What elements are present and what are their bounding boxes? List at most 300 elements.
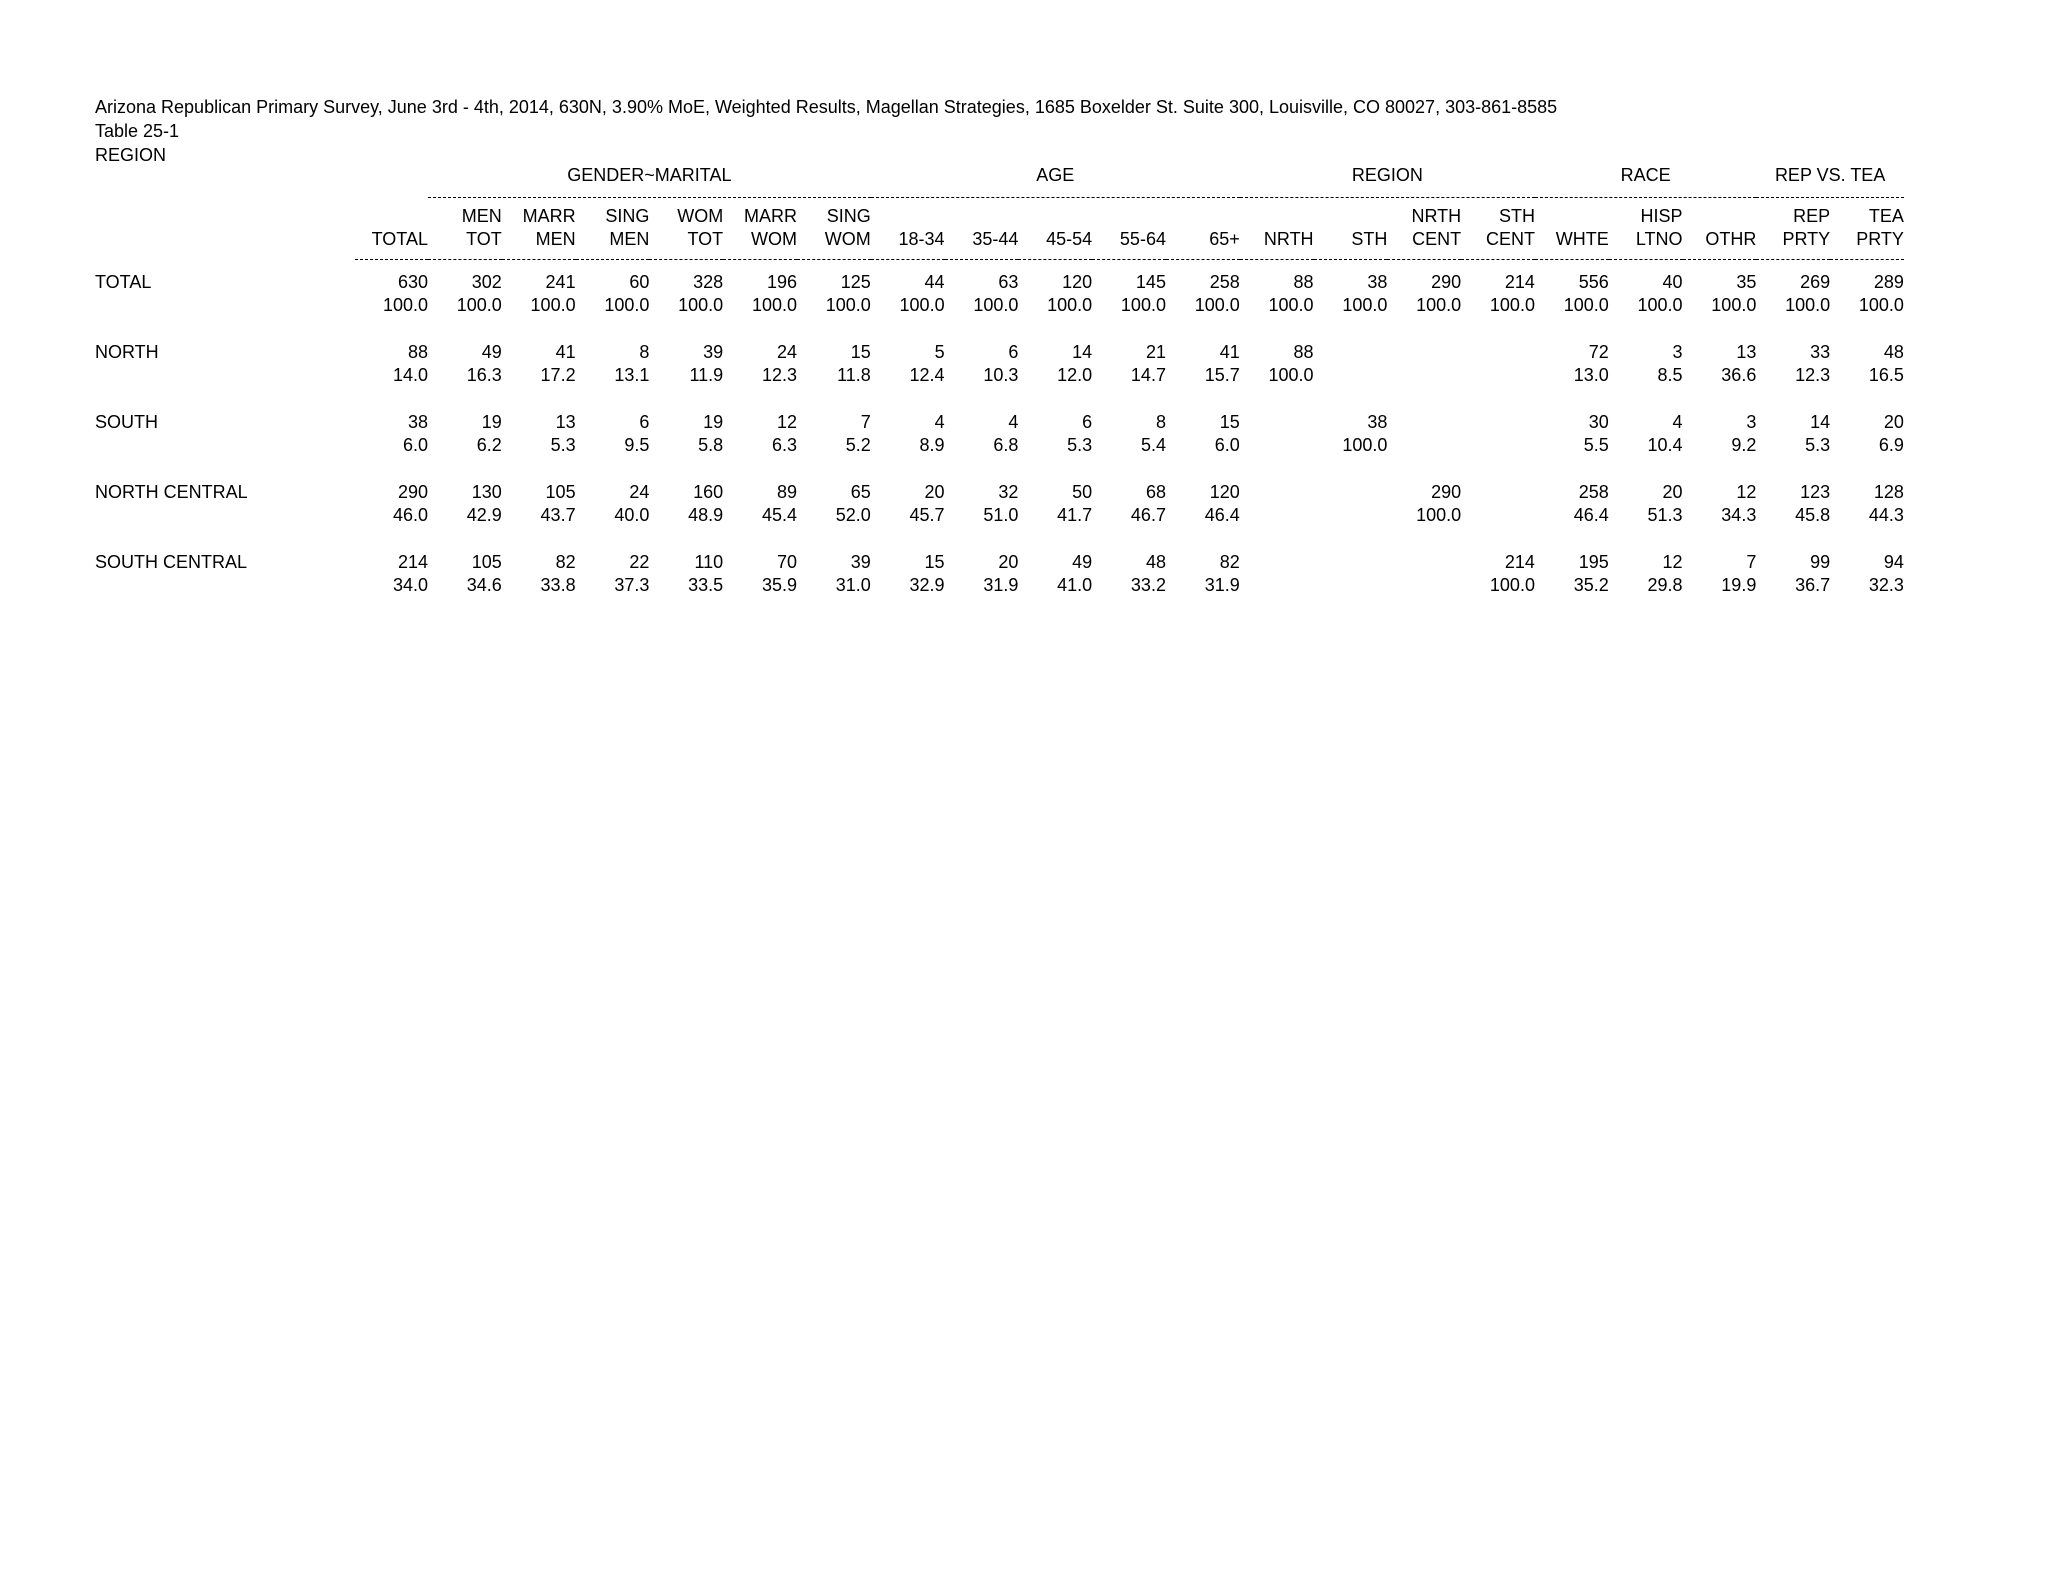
group-header-row [95, 163, 1904, 187]
percent-cell: 44.3 [1868, 505, 1904, 525]
percent-cell: 100.0 [1268, 365, 1314, 385]
percent-cell: 6.0 [1214, 435, 1240, 455]
percent-cell: 16.3 [466, 365, 502, 385]
column-header-line1 [1092, 205, 1166, 228]
percent-cell: 100.0 [1342, 295, 1388, 315]
group-header: GENDER~MARITAL [567, 165, 732, 185]
column-header-line1: MEN [461, 206, 502, 226]
count-cell: 32 [998, 482, 1019, 502]
column-header-line2: WOM [751, 229, 797, 249]
percent-cell: 35.9 [761, 575, 797, 595]
count-cell: 12 [1736, 482, 1757, 502]
column-header-line2: CENT [1412, 229, 1462, 249]
table-row [95, 271, 1904, 294]
survey-title: Arizona Republican Primary Survey, June 3rd - 4th, 2014, 630N, 3.90% MoE, Weighted Results, Magellan Strategies, 1685 Boxelder St. Suite 300, Louisville, CO 80027, 303-861-8585 [95, 97, 1558, 117]
count-cell: 214 [1504, 272, 1535, 292]
percent-cell: 36.6 [1721, 365, 1757, 385]
percent-cell: 8.5 [1657, 365, 1683, 385]
percent-cell: 48.9 [688, 505, 724, 525]
percent-cell: 43.7 [540, 505, 576, 525]
percent-cell: 5.5 [1583, 435, 1609, 455]
dashed-rule [1756, 259, 1830, 260]
column-underline [649, 251, 723, 263]
percent-cell: 100.0 [1416, 295, 1462, 315]
count-cell: 328 [693, 272, 724, 292]
column-underline [576, 251, 650, 263]
column-header-line2: PRTY [1782, 229, 1831, 249]
percent-cell: 13.1 [614, 365, 650, 385]
percent-cell: 100.0 [1489, 575, 1535, 595]
count-cell: 41 [1219, 342, 1240, 362]
column-header-line2: 35-44 [972, 229, 1019, 249]
count-cell: 20 [1883, 412, 1904, 432]
percent-cell [1314, 364, 1388, 387]
percent-cell: 100.0 [1342, 435, 1388, 455]
count-cell: 3 [1672, 342, 1683, 362]
count-cell: 214 [1504, 552, 1535, 572]
percent-cell: 37.3 [614, 575, 650, 595]
dashed-rule [428, 197, 871, 198]
column-header [1387, 201, 1461, 251]
count-cell: 33 [1810, 342, 1831, 362]
count-cell: 214 [397, 552, 428, 572]
table-topic: REGION [95, 145, 167, 165]
column-header [945, 201, 1019, 251]
count-cell [1387, 411, 1461, 434]
column-header-line1 [1683, 205, 1757, 228]
column-header [355, 201, 428, 251]
percent-cell: 31.9 [983, 575, 1019, 595]
dashed-rule [576, 259, 650, 260]
dashed-rule [1535, 259, 1609, 260]
count-cell [1314, 551, 1388, 574]
column-header [1609, 201, 1683, 251]
count-cell: 19 [703, 412, 724, 432]
percent-cell: 6.0 [402, 435, 428, 455]
count-cell: 39 [850, 552, 871, 572]
column-header-line1 [1240, 205, 1314, 228]
count-cell: 3 [1746, 412, 1757, 432]
count-cell: 88 [407, 342, 428, 362]
column-header-line2: TOT [687, 229, 724, 249]
count-cell: 8 [639, 342, 650, 362]
count-cell: 120 [1209, 482, 1240, 502]
column-underline [1018, 251, 1092, 263]
row-label: NORTH [95, 342, 159, 362]
column-underline [1461, 251, 1535, 263]
percent-cell: 46.4 [1573, 505, 1609, 525]
column-header [576, 201, 650, 251]
group-underline [428, 187, 871, 201]
count-cell: 110 [694, 552, 724, 572]
percent-cell: 19.9 [1721, 575, 1757, 595]
column-header-line1 [945, 205, 1019, 228]
count-cell: 160 [693, 482, 724, 502]
count-cell: 556 [1578, 272, 1609, 292]
percent-cell: 100.0 [1416, 505, 1462, 525]
count-cell: 130 [471, 482, 502, 502]
percent-cell: 100.0 [604, 295, 650, 315]
count-cell: 7 [860, 412, 871, 432]
column-header-line1: HISP [1640, 206, 1683, 226]
column-underline [1240, 251, 1314, 263]
percent-cell [1387, 434, 1461, 457]
count-cell: 258 [1209, 272, 1240, 292]
count-cell: 13 [555, 412, 576, 432]
percent-cell: 34.0 [392, 575, 428, 595]
column-header [1756, 201, 1830, 251]
group-underline-row [95, 187, 1904, 201]
percent-cell: 31.9 [1204, 575, 1240, 595]
percent-cell: 6.8 [993, 435, 1019, 455]
column-header [502, 201, 576, 251]
table-row-percent [95, 574, 1904, 597]
group-underline [1535, 187, 1756, 201]
column-header-line2: 55-64 [1119, 229, 1166, 249]
column-underline [1683, 251, 1757, 263]
count-cell: 49 [1072, 552, 1093, 572]
corner-cell [95, 201, 355, 251]
column-header-line1: REP [1793, 206, 1831, 226]
percent-cell: 5.8 [698, 435, 724, 455]
count-cell: 4 [1008, 412, 1019, 432]
count-cell: 20 [924, 482, 945, 502]
count-cell: 38 [407, 412, 428, 432]
column-header-line2: CENT [1485, 229, 1535, 249]
percent-cell: 46.7 [1130, 505, 1166, 525]
count-cell: 13 [1736, 342, 1757, 362]
percent-cell: 42.9 [466, 505, 502, 525]
count-cell: 6 [1082, 412, 1093, 432]
count-cell [1461, 341, 1535, 364]
percent-cell: 46.0 [392, 505, 428, 525]
count-cell: 21 [1145, 342, 1166, 362]
percent-cell: 5.3 [1805, 435, 1831, 455]
dashed-rule [1018, 259, 1092, 260]
column-header-line2: 18-34 [898, 229, 945, 249]
column-header-line1 [871, 205, 945, 228]
percent-cell: 41.7 [1057, 505, 1093, 525]
percent-cell: 34.3 [1721, 505, 1757, 525]
percent-cell: 33.2 [1130, 575, 1166, 595]
column-header [1830, 201, 1904, 251]
count-cell: 290 [397, 482, 428, 502]
percent-cell [1314, 504, 1388, 527]
percent-cell: 45.7 [909, 505, 945, 525]
column-header [723, 201, 797, 251]
count-cell: 15 [850, 342, 871, 362]
count-cell: 35 [1736, 272, 1757, 292]
dashed-rule [1535, 197, 1756, 198]
count-cell: 105 [545, 482, 576, 502]
count-cell: 41 [555, 342, 576, 362]
count-cell: 8 [1155, 412, 1166, 432]
column-header-line2: OTHR [1705, 229, 1757, 249]
total-group-cell [355, 163, 428, 187]
count-cell: 82 [555, 552, 576, 572]
count-cell: 5 [934, 342, 945, 362]
dashed-rule [797, 259, 871, 260]
count-cell: 19 [481, 412, 502, 432]
percent-cell: 16.5 [1868, 365, 1904, 385]
count-cell: 48 [1883, 342, 1904, 362]
dashed-rule [1092, 259, 1166, 260]
count-cell: 88 [1293, 342, 1314, 362]
column-underline [1092, 251, 1166, 263]
column-header-line1 [1314, 205, 1388, 228]
column-header-line1: SING [826, 206, 871, 226]
column-header-line2: 45-54 [1046, 229, 1093, 249]
percent-cell: 40.0 [614, 505, 650, 525]
percent-cell: 9.2 [1731, 435, 1757, 455]
count-cell: 269 [1800, 272, 1831, 292]
column-underline [1314, 251, 1388, 263]
table-row-percent [95, 364, 1904, 387]
count-cell: 49 [481, 342, 502, 362]
row-label: NORTH CENTRAL [95, 482, 248, 502]
count-cell: 24 [629, 482, 650, 502]
count-cell: 63 [998, 272, 1019, 292]
dashed-rule [502, 259, 576, 260]
column-header-row [95, 201, 1904, 251]
row-label: SOUTH [95, 412, 158, 432]
percent-cell: 45.8 [1795, 505, 1831, 525]
percent-cell: 32.9 [909, 575, 945, 595]
group-header: RACE [1620, 165, 1671, 185]
percent-cell: 100.0 [456, 295, 502, 315]
percent-cell: 13.0 [1573, 365, 1609, 385]
count-cell [1240, 411, 1314, 434]
percent-cell: 5.3 [550, 435, 576, 455]
dashed-rule [1387, 259, 1461, 260]
table-row-percent [95, 434, 1904, 457]
count-cell: 15 [924, 552, 945, 572]
dashed-rule [1240, 259, 1314, 260]
count-cell: 48 [1145, 552, 1166, 572]
dashed-rule [1461, 259, 1535, 260]
percent-cell: 100.0 [1563, 295, 1609, 315]
column-header-line2: MEN [535, 229, 576, 249]
percent-cell: 100.0 [1268, 295, 1314, 315]
percent-cell: 100.0 [1489, 295, 1535, 315]
column-header [1683, 201, 1757, 251]
dashed-rule [871, 259, 945, 260]
column-underline [1166, 251, 1240, 263]
column-header-line2: PRTY [1856, 229, 1904, 249]
percent-cell: 14.0 [392, 365, 428, 385]
dashed-rule [428, 259, 502, 260]
count-cell: 38 [1367, 412, 1388, 432]
percent-cell: 100.0 [1637, 295, 1683, 315]
column-header [428, 201, 502, 251]
percent-cell [1461, 364, 1535, 387]
dashed-rule [1240, 197, 1535, 198]
count-cell: 20 [998, 552, 1019, 572]
percent-cell: 12.3 [1795, 365, 1831, 385]
column-header-line2: TOT [466, 229, 502, 249]
count-cell: 94 [1883, 552, 1904, 572]
count-cell: 50 [1072, 482, 1093, 502]
crosstab-table [95, 163, 1904, 597]
percent-cell: 15.7 [1204, 365, 1240, 385]
count-cell: 125 [840, 272, 871, 292]
column-header [797, 201, 871, 251]
count-cell: 123 [1800, 482, 1831, 502]
percent-cell: 10.4 [1647, 435, 1683, 455]
dashed-rule [1609, 259, 1683, 260]
percent-cell [1387, 364, 1461, 387]
count-cell: 38 [1367, 272, 1388, 292]
percent-cell: 100.0 [1120, 295, 1166, 315]
column-header [1461, 201, 1535, 251]
count-cell: 30 [1588, 412, 1609, 432]
column-underline [502, 251, 576, 263]
count-cell: 4 [1672, 412, 1683, 432]
percent-cell: 100.0 [973, 295, 1019, 315]
percent-cell: 33.5 [688, 575, 724, 595]
column-underline [428, 251, 502, 263]
count-cell [1240, 551, 1314, 574]
column-header-line1 [1166, 205, 1240, 228]
table-row [95, 341, 1904, 364]
count-cell: 60 [629, 272, 650, 292]
table-row [95, 481, 1904, 504]
group-underline [1240, 187, 1535, 201]
column-header-line2: MEN [609, 229, 650, 249]
column-header-line1: TEA [1868, 206, 1904, 226]
report-page [95, 95, 1995, 1545]
column-underline [1387, 251, 1461, 263]
percent-cell: 10.3 [983, 365, 1019, 385]
group-underline [1756, 187, 1904, 201]
column-header-line1 [1018, 205, 1092, 228]
group-header: REP VS. TEA [1774, 165, 1886, 185]
percent-cell [1461, 504, 1535, 527]
column-header-line1: STH [1498, 206, 1535, 226]
percent-cell: 33.8 [540, 575, 576, 595]
column-underline [1830, 251, 1904, 263]
count-cell: 72 [1588, 342, 1609, 362]
count-cell: 24 [776, 342, 797, 362]
percent-cell: 5.3 [1067, 435, 1093, 455]
column-underline [797, 251, 871, 263]
column-header-line2: LTNO [1635, 229, 1683, 249]
percent-cell: 6.3 [771, 435, 797, 455]
percent-cell: 31.0 [835, 575, 871, 595]
percent-cell: 100.0 [825, 295, 871, 315]
percent-cell: 6.9 [1878, 435, 1904, 455]
count-cell: 4 [934, 412, 945, 432]
percent-cell: 46.4 [1204, 505, 1240, 525]
group-header: REGION [1351, 165, 1423, 185]
count-cell: 39 [703, 342, 724, 362]
count-cell: 68 [1145, 482, 1166, 502]
percent-cell: 100.0 [382, 295, 428, 315]
column-header [1092, 201, 1166, 251]
count-cell: 82 [1219, 552, 1240, 572]
column-header [1535, 201, 1609, 251]
count-cell: 290 [1431, 272, 1462, 292]
column-underline-row [95, 251, 1904, 263]
count-cell: 20 [1662, 482, 1683, 502]
column-underline [1609, 251, 1683, 263]
percent-cell [1314, 574, 1388, 597]
column-header [1018, 201, 1092, 251]
percent-cell: 17.2 [540, 365, 576, 385]
row-label: TOTAL [95, 272, 152, 292]
percent-cell: 100.0 [678, 295, 724, 315]
percent-cell: 51.3 [1647, 505, 1683, 525]
percent-cell: 32.3 [1868, 575, 1904, 595]
percent-cell [1240, 574, 1314, 597]
percent-cell: 6.2 [476, 435, 502, 455]
column-header-line2: WHTE [1555, 229, 1609, 249]
percent-cell: 100.0 [1047, 295, 1093, 315]
count-cell: 128 [1873, 482, 1904, 502]
column-underline [871, 251, 945, 263]
count-cell: 15 [1219, 412, 1240, 432]
percent-cell: 100.0 [1194, 295, 1240, 315]
count-cell: 44 [924, 272, 945, 292]
column-underline [945, 251, 1019, 263]
count-cell: 105 [471, 552, 502, 572]
column-header-line2: TOTAL [371, 229, 428, 249]
column-header-line1: MARR [522, 206, 576, 226]
count-cell: 630 [397, 272, 428, 292]
count-cell [1314, 481, 1388, 504]
column-header-line2: NRTH [1263, 229, 1314, 249]
count-cell: 99 [1810, 552, 1831, 572]
row-label: SOUTH CENTRAL [95, 552, 248, 572]
percent-cell: 12.4 [909, 365, 945, 385]
count-cell: 12 [1662, 552, 1683, 572]
count-cell: 145 [1135, 272, 1166, 292]
count-cell: 65 [850, 482, 871, 502]
dashed-rule [945, 259, 1019, 260]
column-header-line1 [1535, 205, 1609, 228]
count-cell: 302 [471, 272, 502, 292]
dashed-rule [871, 197, 1240, 198]
count-cell: 196 [766, 272, 797, 292]
dashed-rule [649, 259, 723, 260]
percent-cell: 14.7 [1130, 365, 1166, 385]
percent-cell: 45.4 [761, 505, 797, 525]
count-cell: 70 [776, 552, 797, 572]
count-cell: 89 [776, 482, 797, 502]
column-header-line2: STH [1351, 229, 1388, 249]
count-cell: 88 [1293, 272, 1314, 292]
column-header-line2: WOM [824, 229, 871, 249]
percent-cell: 52.0 [835, 505, 871, 525]
table-row [95, 411, 1904, 434]
dashed-rule [1166, 259, 1240, 260]
count-cell: 40 [1662, 272, 1683, 292]
count-cell [1387, 551, 1461, 574]
column-underline [1756, 251, 1830, 263]
column-header-line1: WOM [677, 206, 724, 226]
count-cell: 241 [545, 272, 576, 292]
count-cell: 14 [1072, 342, 1093, 362]
dashed-rule [723, 259, 797, 260]
percent-cell: 35.2 [1573, 575, 1609, 595]
percent-cell: 41.0 [1057, 575, 1093, 595]
column-header-line1: MARR [743, 206, 797, 226]
count-cell: 12 [776, 412, 797, 432]
count-cell [1314, 341, 1388, 364]
count-cell: 290 [1431, 482, 1462, 502]
count-cell: 258 [1578, 482, 1609, 502]
table-row-percent [95, 294, 1904, 317]
